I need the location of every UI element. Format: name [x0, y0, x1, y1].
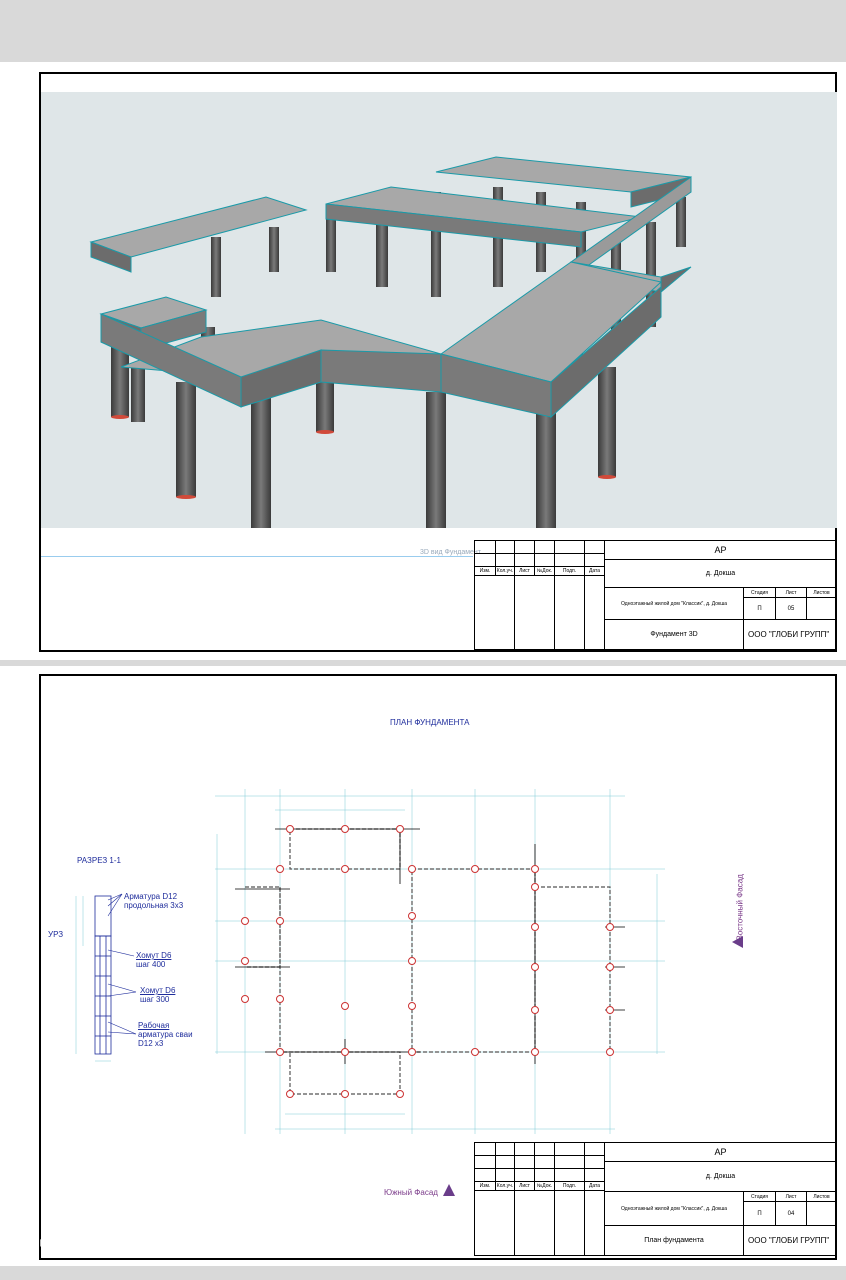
- leader-lines: [100, 892, 140, 1042]
- stage-value: П: [743, 597, 776, 620]
- col-header: Изм.: [474, 566, 496, 576]
- drawing-name: Фундамент 3D: [604, 619, 744, 650]
- col-header: Подп.: [554, 566, 585, 576]
- annotation-pile-rebar: Рабочая арматура сваи D12 х3: [138, 1021, 193, 1048]
- sheet-label: Лист: [775, 1191, 807, 1202]
- annotation-stirrup-400: Хомут D6 шаг 400: [136, 951, 172, 969]
- col-header: Изм.: [474, 1181, 496, 1191]
- stage-value: П: [743, 1201, 776, 1226]
- project-name: Одноэтажный жилой дом "Классик", д. Докша: [604, 587, 744, 620]
- section-title: РАЗРЕЗ 1-1: [77, 856, 121, 865]
- foundation-plan-drawing: [205, 784, 675, 1144]
- project-name: Одноэтажный жилой дом "Классик", д. Докша: [604, 1191, 744, 1226]
- triangle-icon: [732, 936, 743, 948]
- sheet-number: 04: [775, 1201, 807, 1226]
- col-header: Кол.уч.: [496, 568, 514, 574]
- render-caption: 3D вид Фундамент: [420, 549, 481, 556]
- location: д. Докша: [604, 1161, 837, 1192]
- col-header: Дата: [584, 1181, 605, 1191]
- annotation-stirrup-300: Хомут D6 шаг 300: [140, 986, 176, 1004]
- sheet-foundation-plan: [0, 666, 846, 1266]
- location: д. Докша: [604, 559, 837, 588]
- watermark-logo: Домклик: [40, 1222, 143, 1247]
- sheets-label: Листов: [806, 587, 837, 598]
- stage-label: Стадия: [743, 587, 776, 598]
- foundation-3d-render: [41, 92, 837, 528]
- company-name: ООО "ГЛОБИ ГРУПП": [743, 619, 837, 650]
- col-header: Лист: [514, 1181, 535, 1191]
- east-facade-label: Восточный Фасад: [735, 874, 745, 941]
- title-block: [474, 1142, 837, 1256]
- urz-label: УРЗ: [48, 930, 64, 939]
- stage-label: Стадия: [743, 1191, 776, 1202]
- company-name: ООО "ГЛОБИ ГРУПП": [743, 1225, 837, 1256]
- col-header: №Док.: [534, 566, 555, 576]
- triangle-icon: [443, 1184, 455, 1196]
- plan-title: ПЛАН ФУНДАМЕНТА: [390, 718, 470, 727]
- east-facade-marker: [730, 866, 744, 946]
- col-header: Лист: [514, 566, 535, 576]
- doc-code: АР: [604, 540, 837, 560]
- south-facade-label: Южный Фасад: [384, 1188, 438, 1197]
- title-block: [474, 540, 837, 650]
- foundation-3d-image: [41, 92, 837, 528]
- annotation-rebar: Арматура D12 продольная 3х3: [124, 892, 184, 910]
- sheet-number: 05: [775, 597, 807, 620]
- col-header: Кол.уч.: [496, 1183, 514, 1189]
- col-header: Дата: [584, 566, 605, 576]
- col-header: №Док.: [534, 1181, 555, 1191]
- doc-code: АР: [604, 1142, 837, 1162]
- drawing-name: План фундамента: [604, 1225, 744, 1256]
- sheet-label: Лист: [775, 587, 807, 598]
- divider: [41, 556, 473, 557]
- sheet-3d-foundation: [0, 62, 846, 660]
- sheets-label: Листов: [806, 1191, 837, 1202]
- col-header: Подп.: [554, 1181, 585, 1191]
